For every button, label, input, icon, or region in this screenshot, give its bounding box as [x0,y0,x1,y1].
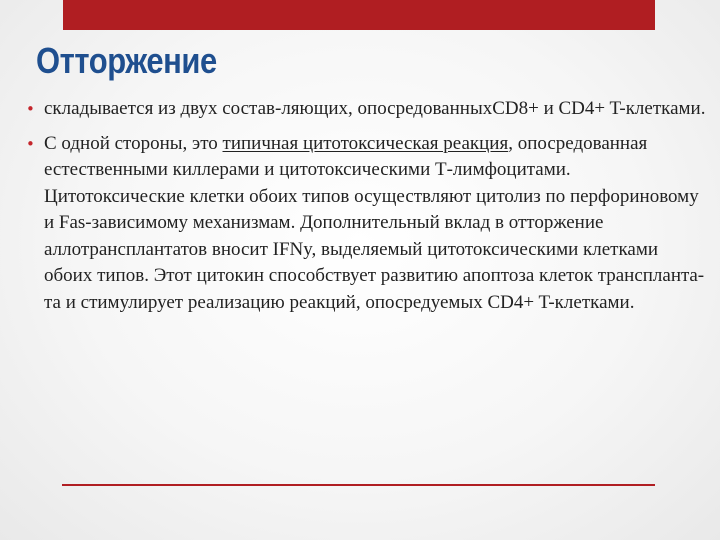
bullet-text-start: С одной стороны, это [44,132,223,154]
top-accent-bar [63,0,655,30]
bullet-item-1 [26,96,706,123]
slide-title: Отторжение [36,40,217,81]
bullet-marker-icon: • [26,100,35,118]
bullet-item-2 [26,131,706,317]
bullet-text-rest: , опосредованная естественными киллерами и цитотоксическими Т-лимфоцитами. Цитотоксические клетки обоих типов осуществляют цитолиз по перфориновому и Fas-зависимому механизмам. Дополнительный вклад в отторжение аллотрансплантатов вносит IFNy, выделяемый цитотоксическими клетками обоих типов. Этот цитокин способствует развитию апоптоза клеток трансплантa-та и стимулирует реализацию реакций, опосредуемых CD4+ T-клетками. [44,132,705,313]
underlined-term: типичная цитотоксическая реакция [222,132,509,154]
bottom-divider [62,484,655,486]
bullet-text: складывается из двух состав-ляющих, опосредованныхCD8+ и CD4+ T-клетками. [44,98,706,119]
bullet-list [26,96,706,316]
bullet-marker-icon: • [26,134,35,153]
